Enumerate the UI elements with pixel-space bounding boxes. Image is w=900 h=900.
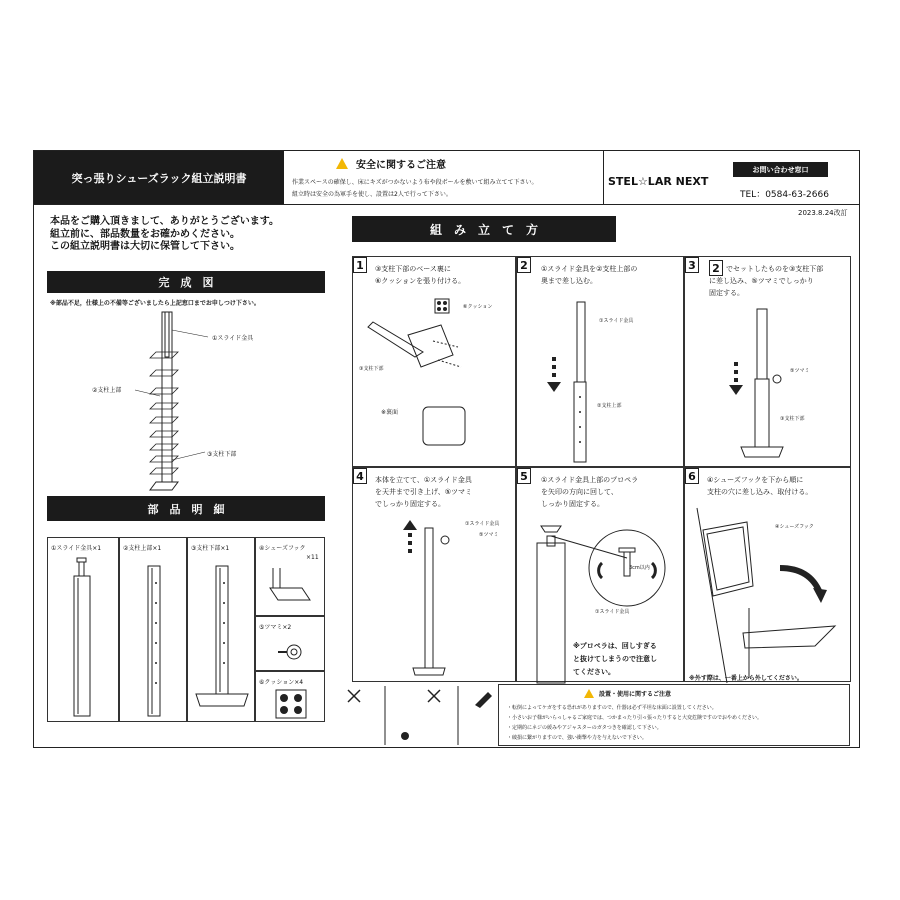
step-text-line: 奥まで差し込む。 xyxy=(541,277,597,285)
contact-tel: TEL：0584-63-2666 xyxy=(740,190,829,200)
step-text-line: を矢印の方向に回して、 xyxy=(541,488,618,496)
step-label: ①スライド金具 xyxy=(599,318,634,324)
completion-label-slide: ①スライド金具 xyxy=(212,335,254,342)
part-label: ④シューズフック xyxy=(259,545,306,552)
revision-date: 2023.8.24改訂 xyxy=(798,209,848,217)
part-qty: ×11 xyxy=(306,554,319,561)
step-number: 2 xyxy=(517,257,531,273)
step-text-line: ①スライド金具上部のプロペラ xyxy=(541,476,639,484)
step-label: ⑥クッション xyxy=(463,304,493,310)
part-label: ①スライド金具×1 xyxy=(51,545,102,552)
warning-line: ・定期的にネジの緩みやアジャスターのガタつきを確認して下さい。 xyxy=(507,725,662,731)
note-line: てください。 xyxy=(573,668,615,676)
completion-label-lower: ③支柱下部 xyxy=(207,451,237,458)
step-text-line: でセットしたものを③支柱下部 xyxy=(726,265,824,273)
step-number: 1 xyxy=(353,257,367,273)
safety-title: 安全に関するご注意 xyxy=(356,160,446,171)
part-label: ③支柱下部×1 xyxy=(191,545,230,552)
step-label: ③支柱下部 xyxy=(780,416,805,422)
intro-line-3: この組立説明書は大切に保管して下さい。 xyxy=(50,241,240,252)
step-text-line: ①スライド金具を②支柱上部の xyxy=(541,265,638,273)
note-line: と抜けてしまうので注意し xyxy=(573,655,657,663)
part-label: ②支柱上部×1 xyxy=(123,545,162,552)
intro-line-2: 組立前に、部品数量をお確かめください。 xyxy=(50,228,240,240)
usage-warning-title: 設置・使用に関するご注意 xyxy=(599,691,672,698)
parts-title: 部 品 明 細 xyxy=(47,496,325,521)
warning-line: ・破損に繋がりますので、強い衝撃や力を与えないで下さい。 xyxy=(507,735,647,741)
step-text-line: 本体を立てて、①スライド金具 xyxy=(375,476,472,484)
step-text-line: でしっかり固定する。 xyxy=(375,500,445,508)
step-label: ⑤ツマミ xyxy=(790,368,810,374)
step-note: ※外す際は、一番上から外してください。 xyxy=(689,675,803,682)
safety-line-2: 組立時は安全の為軍手を使し、設置は2人で行って下さい。 xyxy=(292,191,452,198)
brand-logo: STEL☆LAR NEXT xyxy=(608,175,709,188)
step-text-line: 支柱の穴に差し込み、取付ける。 xyxy=(707,488,813,496)
step-number: 4 xyxy=(353,468,367,484)
completion-note: ※部品不足，仕様上の不備等ございましたら上記窓口までお申しつけ下さい。 xyxy=(50,300,260,307)
step-label: 3cm以内 xyxy=(629,565,650,571)
step-text-line: ⑥クッションを張り付ける。 xyxy=(375,277,466,285)
warning-icon xyxy=(584,689,594,698)
warning-line: ・小さいお子様がいらっしゃるご家庭では、つかまったり引っ張ったりすると大変危険ですのでおやめください。 xyxy=(507,715,763,721)
usage-warning-lines xyxy=(507,703,762,743)
safety-line-1: 作業スペースの確保し、床にキズがつかないよう布や段ボールを敷いて組み立てて下さい。 xyxy=(292,179,538,186)
step-text-line: ③支柱下部のベース裏に xyxy=(375,265,451,273)
assembly-title: 組 み 立 て 方 xyxy=(352,216,616,242)
step-label: ①スライド金具 xyxy=(465,521,500,527)
step-label: ④シューズフック xyxy=(775,524,814,530)
step-label: ⑤ツマミ xyxy=(479,532,499,538)
completion-title: 完 成 図 xyxy=(47,271,325,293)
usage-warning-box xyxy=(498,684,850,746)
intro-line-1: 本品をご購入頂きまして、ありがとうございます。 xyxy=(50,216,279,227)
warning-line: ・転倒によってケガをする恐れがありますので、什器は必ず平坦な床面に設置してください。 xyxy=(507,705,717,711)
step-number: 6 xyxy=(685,468,699,484)
step-label: ②支柱上部 xyxy=(597,403,622,409)
document-title: 突っ張りシューズラック組立説明書 xyxy=(34,151,284,204)
part-label: ⑥クッション×4 xyxy=(259,679,304,686)
step-label: ③支柱下部 xyxy=(359,366,384,372)
note-line: ※プロペラは、回しすぎる xyxy=(573,642,657,650)
step-text-line: を天井まで引き上げ、⑤ツマミ xyxy=(375,488,472,496)
step-text-line: 固定する。 xyxy=(709,289,744,297)
contact-label: お問い合わせ窓口 xyxy=(733,162,828,177)
step-ref-badge: 2 xyxy=(709,260,723,276)
step-text-line: しっかり固定する。 xyxy=(541,500,604,508)
usage-warning-header xyxy=(584,689,671,698)
step-text-line: ④シューズフックを下から順に xyxy=(707,476,804,484)
step-text-line: に差し込み、⑤ツマミでしっかり xyxy=(709,277,814,285)
step-number: 5 xyxy=(517,468,531,484)
step-number: 3 xyxy=(685,257,699,273)
step-label: ①スライド金具 xyxy=(595,609,630,615)
part-label: ⑤ツマミ×2 xyxy=(259,624,292,631)
completion-label-upper: ②支柱上部 xyxy=(92,387,122,394)
step-label: ※裏面 xyxy=(381,409,399,416)
